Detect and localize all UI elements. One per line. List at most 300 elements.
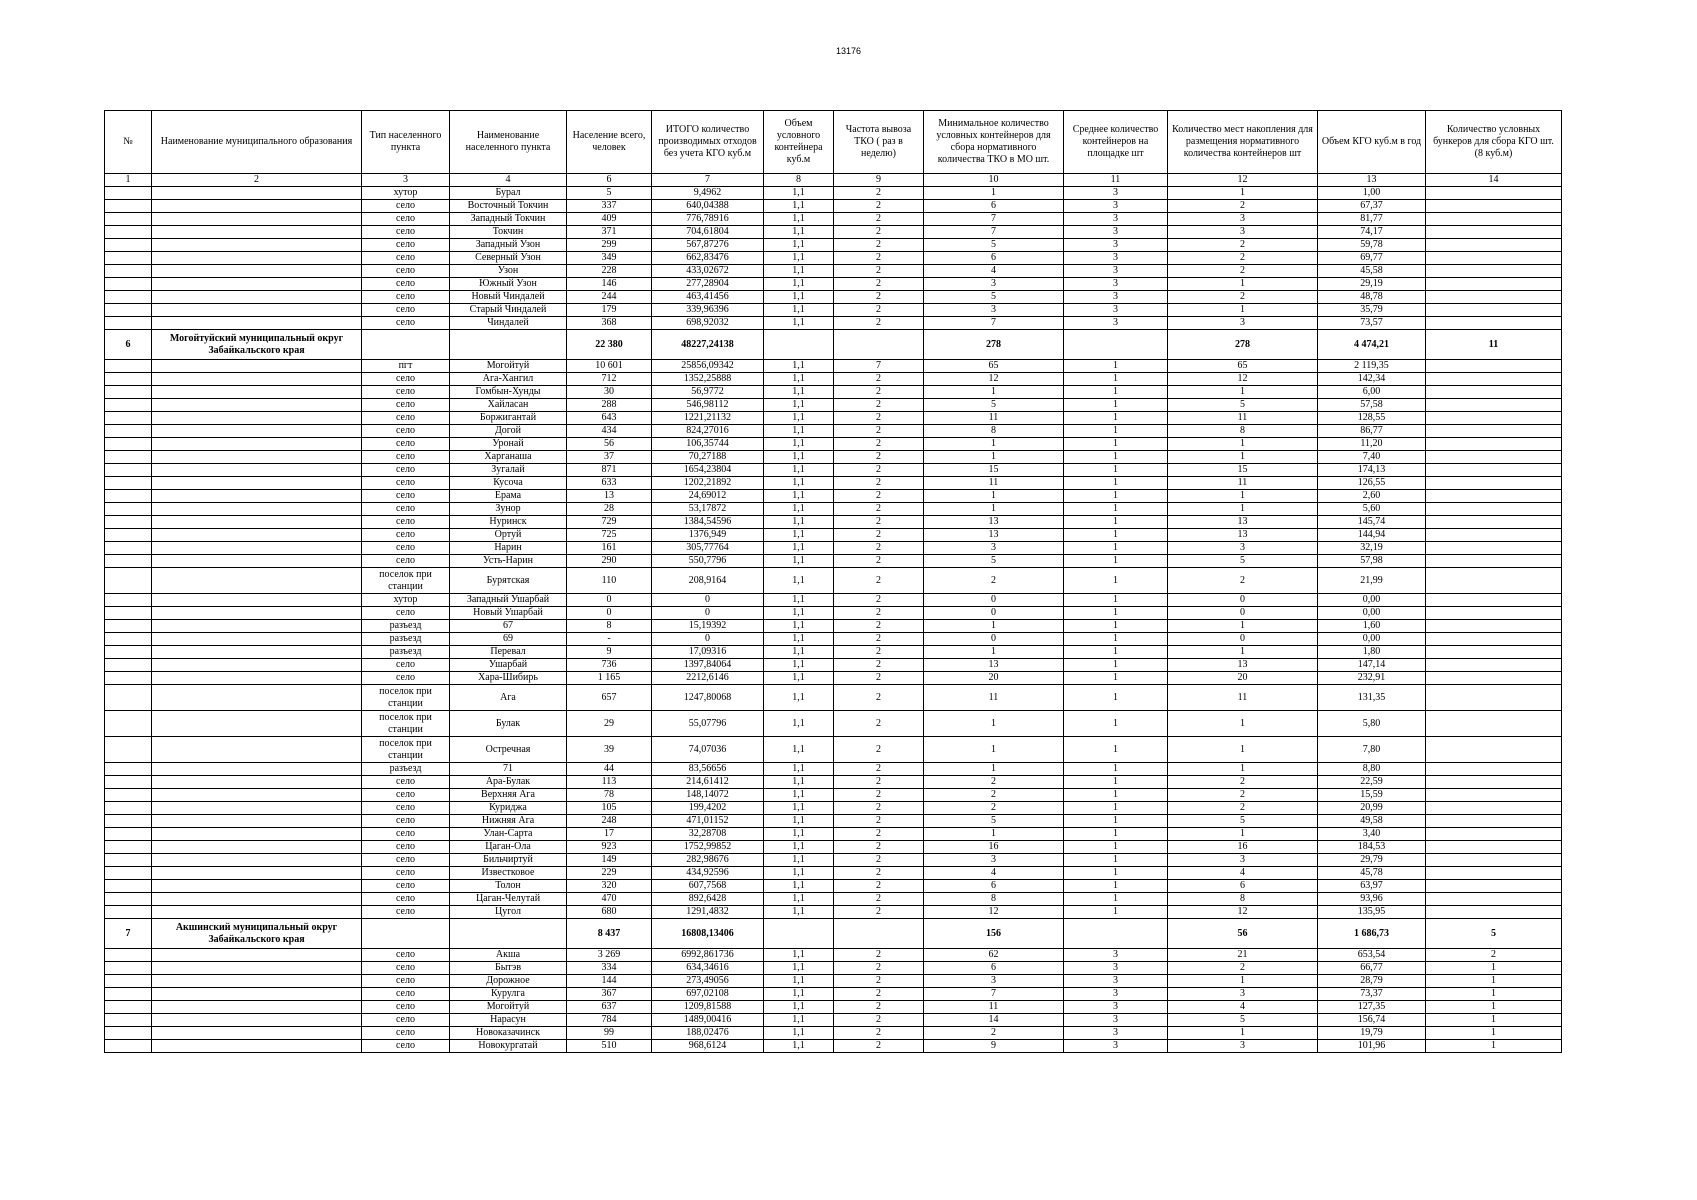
table-cell: 74,07036 [652, 737, 764, 763]
table-cell [152, 659, 362, 672]
table-cell: 0,00 [1318, 594, 1426, 607]
table-row [105, 425, 1562, 438]
table-cell: 28 [567, 503, 652, 516]
table-cell: село [362, 399, 450, 412]
table-cell: 1 [924, 828, 1064, 841]
table-cell: 634,34616 [652, 962, 764, 975]
table-cell: село [362, 659, 450, 672]
column-header: Наименование муниципального образования [152, 111, 362, 174]
table-cell: 1 [1064, 906, 1168, 919]
table-cell: Новый Ушарбай [450, 607, 567, 620]
table-cell [152, 386, 362, 399]
table-cell [152, 880, 362, 893]
table-cell: село [362, 962, 450, 975]
table-cell [105, 568, 152, 594]
table-cell: 48227,24138 [652, 330, 764, 360]
table-cell: 8 [924, 425, 1064, 438]
table-cell [1426, 906, 1562, 919]
table-cell: 299 [567, 239, 652, 252]
table-cell: 147,14 [1318, 659, 1426, 672]
table-cell: 3,40 [1318, 828, 1426, 841]
table-cell: Северный Узон [450, 252, 567, 265]
table-cell [834, 330, 924, 360]
table-cell [1426, 373, 1562, 386]
table-cell: 144 [567, 975, 652, 988]
table-cell: 2 [834, 568, 924, 594]
table-cell: 1 [924, 711, 1064, 737]
table-cell: 0 [652, 594, 764, 607]
table-cell: 57,58 [1318, 399, 1426, 412]
table-cell [105, 278, 152, 291]
table-cell: 712 [567, 373, 652, 386]
table-cell: 12 [924, 373, 1064, 386]
table-cell: 131,35 [1318, 685, 1426, 711]
table-cell: 6 [924, 200, 1064, 213]
table-cell: 367 [567, 988, 652, 1001]
table-cell [105, 607, 152, 620]
table-cell: село [362, 438, 450, 451]
table-cell: 1,1 [764, 412, 834, 425]
table-cell [152, 975, 362, 988]
table-cell: 3 [924, 542, 1064, 555]
table-cell [152, 962, 362, 975]
table-cell: 3 [1064, 265, 1168, 278]
table-cell: Нижняя Ага [450, 815, 567, 828]
table-cell [105, 373, 152, 386]
table-cell: 1 [1168, 620, 1318, 633]
table-cell: 698,92032 [652, 317, 764, 330]
table-cell [105, 503, 152, 516]
table-cell: 3 [1064, 1001, 1168, 1014]
table-cell: 1 [1168, 1027, 1318, 1040]
table-cell [1426, 815, 1562, 828]
table-cell [105, 815, 152, 828]
table-cell [1426, 278, 1562, 291]
table-cell: Дорожное [450, 975, 567, 988]
table-cell [105, 659, 152, 672]
table-cell: 288 [567, 399, 652, 412]
table-cell: село [362, 213, 450, 226]
table-cell [105, 490, 152, 503]
table-cell: Западный Узон [450, 239, 567, 252]
table-row [105, 841, 1562, 854]
table-row [105, 672, 1562, 685]
table-cell: 1,1 [764, 399, 834, 412]
table-cell: 13 [1168, 516, 1318, 529]
table-cell: село [362, 239, 450, 252]
table-cell: 1 [1064, 503, 1168, 516]
table-cell: Хайласан [450, 399, 567, 412]
table-cell [152, 906, 362, 919]
table-cell: 110 [567, 568, 652, 594]
table-cell: 127,35 [1318, 1001, 1426, 1014]
table-cell: 6,00 [1318, 386, 1426, 399]
table-cell: 1 [1064, 399, 1168, 412]
table-cell [362, 919, 450, 949]
table-cell: 13 [924, 659, 1064, 672]
table-row [105, 438, 1562, 451]
table-cell: 73,57 [1318, 317, 1426, 330]
table-cell: 44 [567, 763, 652, 776]
table-cell: 2 [834, 213, 924, 226]
table-cell: 1752,99852 [652, 841, 764, 854]
table-cell: село [362, 815, 450, 828]
table-cell: 1 [1168, 763, 1318, 776]
table-row [105, 304, 1562, 317]
table-cell: 1221,21132 [652, 412, 764, 425]
table-cell: 1,1 [764, 949, 834, 962]
column-number: 13 [1318, 174, 1426, 187]
table-cell: 5 [924, 815, 1064, 828]
table-cell: 66,77 [1318, 962, 1426, 975]
table-cell: 1,1 [764, 529, 834, 542]
table-cell [105, 317, 152, 330]
table-cell: Зунор [450, 503, 567, 516]
table-cell: 871 [567, 464, 652, 477]
table-cell [105, 802, 152, 815]
table-cell: 1247,80068 [652, 685, 764, 711]
table-cell: Южный Узон [450, 278, 567, 291]
table-cell: 282,98676 [652, 854, 764, 867]
table-cell: 6992,861736 [652, 949, 764, 962]
column-header: Среднее количество контейнеров на площадке шт [1064, 111, 1168, 174]
table-cell: Гомбын-Хунды [450, 386, 567, 399]
table-row [105, 239, 1562, 252]
table-cell: Цаган-Челутай [450, 893, 567, 906]
table-cell: 824,27016 [652, 425, 764, 438]
column-header: № [105, 111, 152, 174]
table-cell: 2 [1168, 265, 1318, 278]
table-cell [1426, 425, 1562, 438]
table-cell: 2 [924, 789, 1064, 802]
table-cell: село [362, 477, 450, 490]
table-cell: 20 [1168, 672, 1318, 685]
column-number: 9 [834, 174, 924, 187]
table-cell [105, 949, 152, 962]
table-cell: 99 [567, 1027, 652, 1040]
table-cell [1426, 386, 1562, 399]
table-cell: 1376,949 [652, 529, 764, 542]
table-cell: 0 [567, 607, 652, 620]
table-cell: 56,9772 [652, 386, 764, 399]
table-cell: 2 [834, 854, 924, 867]
table-cell: 637 [567, 1001, 652, 1014]
table-cell [105, 360, 152, 373]
table-cell: 3 [1168, 213, 1318, 226]
table-cell: 1,1 [764, 304, 834, 317]
table-cell: 2 [834, 425, 924, 438]
table-cell: село [362, 265, 450, 278]
table-row [105, 529, 1562, 542]
table-cell: 2 [834, 672, 924, 685]
table-cell: 73,37 [1318, 988, 1426, 1001]
table-cell [1426, 477, 1562, 490]
table-cell: 371 [567, 226, 652, 239]
table-cell: Бурал [450, 187, 567, 200]
table-cell [152, 425, 362, 438]
table-cell: 1,1 [764, 672, 834, 685]
table-cell: 2 [834, 893, 924, 906]
table-cell: 11 [924, 1001, 1064, 1014]
table-cell: 1 [1064, 555, 1168, 568]
table-cell: 1 [1064, 711, 1168, 737]
table-cell: 1,1 [764, 1040, 834, 1053]
table-cell [105, 529, 152, 542]
table-cell: 0 [1168, 594, 1318, 607]
table-cell: 1 [1064, 685, 1168, 711]
table-cell: 174,13 [1318, 464, 1426, 477]
table-cell [152, 1014, 362, 1027]
table-cell [105, 975, 152, 988]
table-cell [1426, 490, 1562, 503]
table-cell: 2 [834, 975, 924, 988]
table-cell: 2 [834, 1001, 924, 1014]
table-cell: 9,4962 [652, 187, 764, 200]
table-cell [1426, 828, 1562, 841]
table-cell: Ушарбай [450, 659, 567, 672]
table-row [105, 659, 1562, 672]
table-cell: 3 269 [567, 949, 652, 962]
table-cell: 550,7796 [652, 555, 764, 568]
table-cell: 2 [1168, 962, 1318, 975]
table-cell [152, 594, 362, 607]
table-cell [1426, 291, 1562, 304]
table-cell: Булак [450, 711, 567, 737]
table-cell: 2 [834, 763, 924, 776]
table-cell: село [362, 880, 450, 893]
table-cell: 3 [1064, 200, 1168, 213]
table-cell: 1,1 [764, 659, 834, 672]
table-cell [105, 265, 152, 278]
table-cell: 633 [567, 477, 652, 490]
table-cell: 2 [834, 464, 924, 477]
table-cell [105, 763, 152, 776]
table-row [105, 594, 1562, 607]
table-cell: 1 [1064, 841, 1168, 854]
table-cell: 15 [1168, 464, 1318, 477]
table-cell: 2 [834, 373, 924, 386]
table-cell: 1,1 [764, 594, 834, 607]
table-cell: 1,1 [764, 317, 834, 330]
table-row [105, 802, 1562, 815]
table-cell [1426, 763, 1562, 776]
table-cell: 1,60 [1318, 620, 1426, 633]
table-cell [1426, 555, 1562, 568]
table-cell [152, 477, 362, 490]
table-cell: 320 [567, 880, 652, 893]
table-cell [152, 187, 362, 200]
table-cell: 29,79 [1318, 854, 1426, 867]
table-cell: 2 [834, 451, 924, 464]
table-cell: 1654,23804 [652, 464, 764, 477]
table-cell: 53,17872 [652, 503, 764, 516]
table-cell: Акша [450, 949, 567, 962]
table-cell: 892,6428 [652, 893, 764, 906]
table-cell [105, 880, 152, 893]
table-cell [1426, 841, 1562, 854]
table-cell: 1,1 [764, 542, 834, 555]
table-cell: 7 [924, 213, 1064, 226]
table-cell: 1,1 [764, 711, 834, 737]
table-cell: село [362, 317, 450, 330]
table-cell [152, 200, 362, 213]
table-cell: 208,9164 [652, 568, 764, 594]
table-cell [105, 828, 152, 841]
table-cell [152, 438, 362, 451]
table-cell: Нарин [450, 542, 567, 555]
table-cell [1426, 200, 1562, 213]
table-cell [105, 1001, 152, 1014]
table-cell: 2 [924, 802, 1064, 815]
table-cell: 657 [567, 685, 652, 711]
table-cell: 273,49056 [652, 975, 764, 988]
table-cell: 8 [567, 620, 652, 633]
table-cell: 0 [1168, 607, 1318, 620]
table-cell: 1,1 [764, 854, 834, 867]
column-number: 3 [362, 174, 450, 187]
table-cell: 1,1 [764, 620, 834, 633]
table-cell: село [362, 672, 450, 685]
table-cell [105, 962, 152, 975]
table-cell: 2 [834, 477, 924, 490]
table-cell: 214,61412 [652, 776, 764, 789]
table-cell: 142,34 [1318, 373, 1426, 386]
column-number-row [105, 174, 1562, 187]
table-cell [105, 438, 152, 451]
table-cell: хутор [362, 594, 450, 607]
column-header: Частота вывоза ТКО ( раз в неделю) [834, 111, 924, 174]
table-row [105, 200, 1562, 213]
table-cell: 1 [1168, 646, 1318, 659]
table-cell: 0 [567, 594, 652, 607]
table-cell: село [362, 893, 450, 906]
table-row [105, 893, 1562, 906]
table-cell [105, 672, 152, 685]
table-cell: 7 [924, 317, 1064, 330]
table-cell: 1 [1064, 386, 1168, 399]
table-cell [105, 1040, 152, 1053]
table-cell: 6 [924, 880, 1064, 893]
table-cell: 0 [1168, 633, 1318, 646]
table-cell: 1 [1168, 187, 1318, 200]
table-cell: 106,35744 [652, 438, 764, 451]
table-cell: село [362, 906, 450, 919]
table-cell: 1,1 [764, 988, 834, 1001]
table-row [105, 815, 1562, 828]
table-cell: 1 [1064, 490, 1168, 503]
table-cell: 2 [1168, 789, 1318, 802]
table-cell [1426, 659, 1562, 672]
table-cell: село [362, 291, 450, 304]
table-cell: 1 [924, 763, 1064, 776]
table-cell: 7,40 [1318, 451, 1426, 464]
table-row [105, 568, 1562, 594]
table-cell: 1 [1064, 880, 1168, 893]
table-cell: 2 [834, 906, 924, 919]
table-cell: Могойтуйский муниципальный округ Забайкальского края [152, 330, 362, 360]
table-cell: 3 [1064, 1014, 1168, 1027]
table-cell: 9 [567, 646, 652, 659]
table-cell: 1202,21892 [652, 477, 764, 490]
table-cell: 470 [567, 893, 652, 906]
table-cell: 5 [1426, 919, 1562, 949]
table-cell: 2 [834, 620, 924, 633]
table-cell [105, 386, 152, 399]
table-cell: 1 [1064, 373, 1168, 386]
table-cell: 2 [924, 568, 1064, 594]
table-cell: разъезд [362, 763, 450, 776]
table-cell: 1,1 [764, 226, 834, 239]
table-cell: 1 686,73 [1318, 919, 1426, 949]
table-cell: 1 [1064, 568, 1168, 594]
table-row [105, 399, 1562, 412]
table-row [105, 685, 1562, 711]
table-cell: 0,00 [1318, 633, 1426, 646]
table-cell: 199,4202 [652, 802, 764, 815]
table-cell: 1,1 [764, 1001, 834, 1014]
table-cell: 3 [1168, 854, 1318, 867]
table-cell: село [362, 1027, 450, 1040]
table-cell [152, 685, 362, 711]
table-cell [105, 646, 152, 659]
table-cell [1426, 265, 1562, 278]
table-cell [105, 737, 152, 763]
table-cell: село [362, 412, 450, 425]
table-cell: 3 [1064, 187, 1168, 200]
table-cell [1426, 711, 1562, 737]
table-cell: 179 [567, 304, 652, 317]
table-cell: 7,80 [1318, 737, 1426, 763]
table-cell: 3 [1064, 304, 1168, 317]
table-cell: село [362, 988, 450, 1001]
table-cell: 5 [924, 399, 1064, 412]
table-cell: 1,1 [764, 685, 834, 711]
table-cell [105, 893, 152, 906]
table-cell [152, 490, 362, 503]
table-cell: село [362, 529, 450, 542]
table-cell: - [567, 633, 652, 646]
table-cell [152, 854, 362, 867]
table-row [105, 711, 1562, 737]
table-row [105, 265, 1562, 278]
table-cell: 2 [1168, 200, 1318, 213]
table-cell [152, 568, 362, 594]
table-row [105, 464, 1562, 477]
table-cell [450, 919, 567, 949]
table-cell: 2 [834, 988, 924, 1001]
table-cell: 113 [567, 776, 652, 789]
column-number: 12 [1168, 174, 1318, 187]
table-cell: 1 [1168, 711, 1318, 737]
table-cell: 1 [924, 503, 1064, 516]
table-cell [1426, 737, 1562, 763]
table-cell: 1291,4832 [652, 906, 764, 919]
table-row [105, 633, 1562, 646]
table-cell: 1 [924, 438, 1064, 451]
table-cell: 1,1 [764, 789, 834, 802]
table-cell: 1 [1064, 516, 1168, 529]
table-cell: 546,98112 [652, 399, 764, 412]
table-cell: 20 [924, 672, 1064, 685]
table-row [105, 386, 1562, 399]
table-cell [105, 620, 152, 633]
table-cell: 17,09316 [652, 646, 764, 659]
table-cell: 510 [567, 1040, 652, 1053]
table-cell: 2,60 [1318, 490, 1426, 503]
table-cell: 2 [834, 542, 924, 555]
table-cell: 3 [1168, 988, 1318, 1001]
table-cell [152, 503, 362, 516]
